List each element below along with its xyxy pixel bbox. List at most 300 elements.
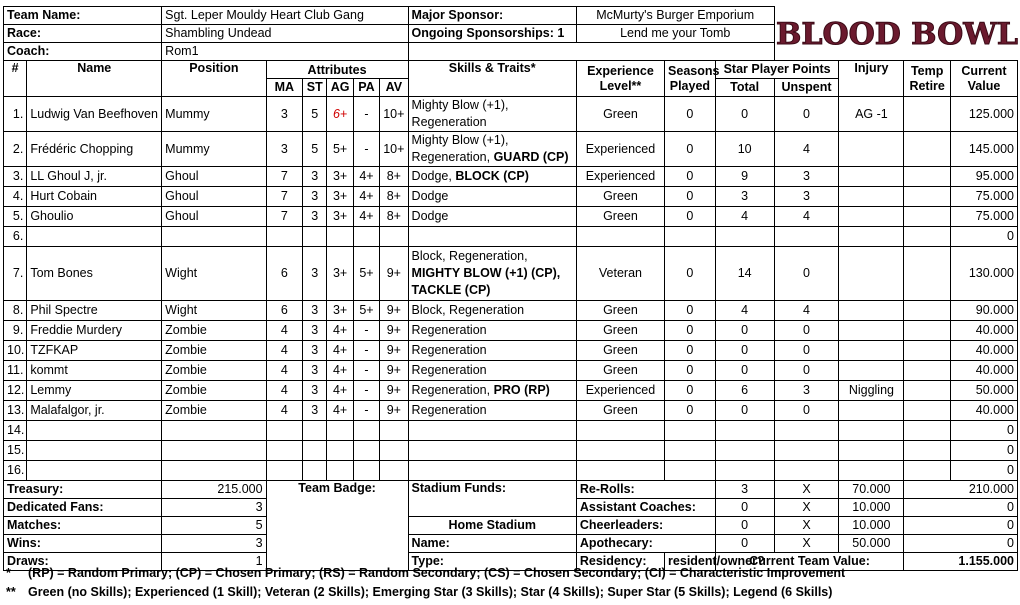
player-seasons[interactable]: 0	[665, 381, 716, 401]
player-seasons[interactable]: 0	[665, 301, 716, 321]
player-temp-retire[interactable]	[904, 187, 951, 207]
player-skills[interactable]: Block, Regeneration, MIGHTY BLOW (+1) (CP), TACKLE (CP)	[408, 247, 576, 301]
player-pa[interactable]: -	[353, 361, 379, 381]
player-temp-retire[interactable]	[904, 461, 951, 481]
player-skills[interactable]: Dodge	[408, 207, 576, 227]
player-ag[interactable]	[327, 441, 353, 461]
player-value[interactable]: 40.000	[950, 341, 1017, 361]
player-seasons[interactable]: 0	[665, 401, 716, 421]
stadium-name-label[interactable]: Name:	[408, 535, 576, 553]
player-av[interactable]: 10+	[380, 132, 408, 167]
player-value[interactable]: 145.000	[950, 132, 1017, 167]
player-value[interactable]: 40.000	[950, 401, 1017, 421]
player-ag[interactable]: 3+	[327, 167, 353, 187]
player-injury[interactable]	[839, 187, 904, 207]
player-name[interactable]: Tom Bones	[27, 247, 162, 301]
player-pa[interactable]	[353, 421, 379, 441]
ongoing-sponsorship[interactable]: Lend me your Tomb	[576, 25, 774, 43]
player-ma[interactable]: 4	[266, 361, 303, 381]
player-spp-unspent[interactable]: 0	[774, 361, 839, 381]
player-num[interactable]: 13.	[4, 401, 27, 421]
player-position[interactable]: Ghoul	[162, 187, 266, 207]
player-row[interactable]	[4, 441, 1018, 461]
player-temp-retire[interactable]	[904, 321, 951, 341]
draws[interactable]: 1	[162, 553, 266, 571]
player-st[interactable]: 3	[303, 301, 327, 321]
player-position[interactable]: Zombie	[162, 401, 266, 421]
team-badge[interactable]: Team Badge:	[266, 481, 408, 571]
player-experience[interactable]: Veteran	[576, 247, 664, 301]
player-num[interactable]: 5.	[4, 207, 27, 227]
player-experience[interactable]: Green	[576, 207, 664, 227]
player-seasons[interactable]: 0	[665, 97, 716, 132]
col-seasons: Seasons Played	[665, 61, 716, 97]
rerolls-qty[interactable]: 3	[715, 481, 774, 499]
major-sponsor[interactable]: McMurty's Burger Emporium	[576, 7, 774, 25]
player-rows	[4, 97, 1018, 481]
player-position[interactable]: Zombie	[162, 321, 266, 341]
player-ag[interactable]: 3+	[327, 187, 353, 207]
player-num[interactable]: 10.	[4, 341, 27, 361]
player-injury[interactable]	[839, 301, 904, 321]
player-av[interactable]: 10+	[380, 97, 408, 132]
player-num[interactable]: 1.	[4, 97, 27, 132]
player-name[interactable]: LL Ghoul J, jr.	[27, 167, 162, 187]
player-st[interactable]: 3	[303, 187, 327, 207]
player-injury[interactable]: Niggling	[839, 381, 904, 401]
player-spp-total[interactable]: 3	[715, 187, 774, 207]
player-skills[interactable]: Regeneration, PRO (RP)	[408, 381, 576, 401]
coaches-cost: 10.000	[839, 499, 904, 517]
player-seasons[interactable]	[665, 461, 716, 481]
player-num[interactable]: 14.	[4, 421, 27, 441]
player-value[interactable]: 0	[950, 461, 1017, 481]
player-experience[interactable]: Experienced	[576, 167, 664, 187]
player-st[interactable]: 3	[303, 401, 327, 421]
player-name[interactable]: Hurt Cobain	[27, 187, 162, 207]
player-num[interactable]: 2.	[4, 132, 27, 167]
player-seasons[interactable]	[665, 421, 716, 441]
player-pa[interactable]: 4+	[353, 187, 379, 207]
player-experience[interactable]: Green	[576, 361, 664, 381]
player-st[interactable]: 3	[303, 167, 327, 187]
player-num[interactable]: 9.	[4, 321, 27, 341]
player-seasons[interactable]: 0	[665, 341, 716, 361]
player-skills[interactable]	[408, 461, 576, 481]
player-position[interactable]: Ghoul	[162, 167, 266, 187]
player-row[interactable]	[4, 421, 1018, 441]
player-position[interactable]: Wight	[162, 301, 266, 321]
player-st[interactable]: 3	[303, 361, 327, 381]
player-pa[interactable]: -	[353, 132, 379, 167]
player-skills[interactable]: Block, Regeneration	[408, 301, 576, 321]
player-injury[interactable]	[839, 227, 904, 247]
player-spp-total[interactable]: 6	[715, 381, 774, 401]
player-value[interactable]: 75.000	[950, 207, 1017, 227]
player-seasons[interactable]: 0	[665, 247, 716, 301]
player-ag[interactable]: 5+	[327, 132, 353, 167]
player-injury[interactable]	[839, 461, 904, 481]
footnote-1: * (RP) = Random Primary; (CP) = Chosen Primary; (RS) = Random Secondary; (CS) = Chosen Secondary; (CI) = Characteristic Improvement	[6, 566, 846, 580]
player-av[interactable]: 9+	[380, 301, 408, 321]
player-experience[interactable]: Green	[576, 97, 664, 132]
player-row[interactable]	[4, 401, 1018, 421]
player-position[interactable]: Mummy	[162, 132, 266, 167]
player-skills[interactable]: Mighty Blow (+1), Regeneration, GUARD (CP)	[408, 132, 576, 167]
player-skills[interactable]	[408, 421, 576, 441]
player-injury[interactable]	[839, 341, 904, 361]
player-seasons[interactable]: 0	[665, 321, 716, 341]
player-av[interactable]: 9+	[380, 361, 408, 381]
col-temp-retire: Temp Retire	[904, 61, 951, 97]
player-st[interactable]	[303, 421, 327, 441]
player-spp-unspent[interactable]: 4	[774, 207, 839, 227]
player-spp-total[interactable]: 10	[715, 132, 774, 167]
player-ma[interactable]: 4	[266, 341, 303, 361]
player-av[interactable]: 8+	[380, 187, 408, 207]
player-pa[interactable]: -	[353, 401, 379, 421]
player-injury[interactable]	[839, 401, 904, 421]
player-ag[interactable]	[327, 421, 353, 441]
player-row[interactable]	[4, 247, 1018, 301]
player-spp-total[interactable]: 4	[715, 207, 774, 227]
player-ma[interactable]: 6	[266, 301, 303, 321]
player-spp-total[interactable]: 0	[715, 401, 774, 421]
player-spp-total[interactable]: 4	[715, 301, 774, 321]
player-ma[interactable]	[266, 461, 303, 481]
player-name[interactable]: Lemmy	[27, 381, 162, 401]
player-ma[interactable]: 6	[266, 247, 303, 301]
player-ma[interactable]: 3	[266, 132, 303, 167]
player-pa[interactable]: 4+	[353, 207, 379, 227]
player-pa[interactable]: 5+	[353, 301, 379, 321]
player-ag[interactable]: 3+	[327, 247, 353, 301]
player-pa[interactable]: 4+	[353, 167, 379, 187]
player-spp-total[interactable]	[715, 461, 774, 481]
player-ag[interactable]: 4+	[327, 381, 353, 401]
player-spp-unspent[interactable]	[774, 227, 839, 247]
player-injury[interactable]	[839, 167, 904, 187]
player-row[interactable]	[4, 97, 1018, 132]
player-pa[interactable]	[353, 461, 379, 481]
player-name[interactable]	[27, 461, 162, 481]
player-seasons[interactable]: 0	[665, 187, 716, 207]
coaches-total: 0	[904, 499, 1018, 517]
player-experience[interactable]	[576, 461, 664, 481]
player-spp-total[interactable]	[715, 421, 774, 441]
player-seasons[interactable]: 0	[665, 132, 716, 167]
player-value[interactable]: 75.000	[950, 187, 1017, 207]
player-skills[interactable]	[408, 227, 576, 247]
player-seasons[interactable]: 0	[665, 207, 716, 227]
player-row[interactable]	[4, 381, 1018, 401]
player-st[interactable]: 3	[303, 321, 327, 341]
player-ma[interactable]: 4	[266, 381, 303, 401]
player-value[interactable]: 90.000	[950, 301, 1017, 321]
player-spp-total[interactable]	[715, 441, 774, 461]
player-av[interactable]	[380, 421, 408, 441]
player-temp-retire[interactable]	[904, 441, 951, 461]
player-spp-unspent[interactable]: 0	[774, 97, 839, 132]
player-experience[interactable]: Green	[576, 301, 664, 321]
player-injury[interactable]	[839, 132, 904, 167]
player-position[interactable]	[162, 227, 266, 247]
player-pa[interactable]: -	[353, 381, 379, 401]
player-st[interactable]	[303, 227, 327, 247]
player-ma[interactable]	[266, 421, 303, 441]
player-position[interactable]	[162, 441, 266, 461]
player-experience[interactable]: Green	[576, 321, 664, 341]
player-num[interactable]: 3.	[4, 167, 27, 187]
player-name[interactable]	[27, 227, 162, 247]
player-spp-total[interactable]: 0	[715, 341, 774, 361]
player-name[interactable]: Malafalgor, jr.	[27, 401, 162, 421]
player-ma[interactable]	[266, 441, 303, 461]
player-spp-unspent[interactable]: 0	[774, 341, 839, 361]
player-spp-unspent[interactable]: 3	[774, 187, 839, 207]
coach[interactable]: Rom1	[162, 43, 408, 61]
player-spp-unspent[interactable]: 3	[774, 167, 839, 187]
player-num[interactable]: 6.	[4, 227, 27, 247]
player-experience[interactable]	[576, 441, 664, 461]
player-spp-unspent[interactable]: 4	[774, 301, 839, 321]
player-value[interactable]: 40.000	[950, 361, 1017, 381]
player-temp-retire[interactable]	[904, 247, 951, 301]
fans[interactable]: 3	[162, 499, 266, 517]
player-experience[interactable]	[576, 227, 664, 247]
player-experience[interactable]	[576, 421, 664, 441]
player-st[interactable]: 3	[303, 207, 327, 227]
player-ma[interactable]: 3	[266, 97, 303, 132]
player-row[interactable]	[4, 187, 1018, 207]
player-ag[interactable]: 3+	[327, 301, 353, 321]
player-position[interactable]: Ghoul	[162, 207, 266, 227]
player-skills[interactable]: Dodge, BLOCK (CP)	[408, 167, 576, 187]
player-av[interactable]: 9+	[380, 381, 408, 401]
stadium-type-label[interactable]: Type:	[408, 553, 576, 571]
player-value[interactable]: 40.000	[950, 321, 1017, 341]
player-num[interactable]: 8.	[4, 301, 27, 321]
player-pa[interactable]	[353, 227, 379, 247]
player-pa[interactable]: -	[353, 97, 379, 132]
player-experience[interactable]: Green	[576, 401, 664, 421]
player-value[interactable]: 95.000	[950, 167, 1017, 187]
player-injury[interactable]: AG -1	[839, 97, 904, 132]
player-st[interactable]	[303, 461, 327, 481]
player-position[interactable]: Zombie	[162, 341, 266, 361]
player-av[interactable]: 8+	[380, 207, 408, 227]
player-row[interactable]	[4, 321, 1018, 341]
player-row[interactable]	[4, 341, 1018, 361]
player-skills[interactable]: Regeneration	[408, 341, 576, 361]
player-temp-retire[interactable]	[904, 421, 951, 441]
player-st[interactable]: 5	[303, 97, 327, 132]
player-pa[interactable]: -	[353, 341, 379, 361]
player-spp-unspent[interactable]: 0	[774, 247, 839, 301]
player-seasons[interactable]	[665, 227, 716, 247]
player-name[interactable]	[27, 421, 162, 441]
player-spp-total[interactable]: 9	[715, 167, 774, 187]
player-skills[interactable]: Dodge	[408, 187, 576, 207]
player-spp-unspent[interactable]	[774, 441, 839, 461]
player-experience[interactable]: Green	[576, 187, 664, 207]
player-st[interactable]: 3	[303, 381, 327, 401]
player-position[interactable]	[162, 421, 266, 441]
player-temp-retire[interactable]	[904, 97, 951, 132]
cheerleaders-total: 0	[904, 517, 1018, 535]
player-experience[interactable]: Green	[576, 341, 664, 361]
race[interactable]: Shambling Undead	[162, 25, 408, 43]
player-st[interactable]: 3	[303, 341, 327, 361]
player-spp-unspent[interactable]: 0	[774, 401, 839, 421]
treasury[interactable]: 215.000	[162, 481, 266, 499]
player-temp-retire[interactable]	[904, 381, 951, 401]
player-spp-unspent[interactable]: 0	[774, 321, 839, 341]
matches[interactable]: 5	[162, 517, 266, 535]
player-ma[interactable]	[266, 227, 303, 247]
player-temp-retire[interactable]	[904, 341, 951, 361]
player-ag[interactable]: 4+	[327, 361, 353, 381]
player-num[interactable]: 7.	[4, 247, 27, 301]
cheerleaders-qty[interactable]: 0	[715, 517, 774, 535]
player-row[interactable]	[4, 361, 1018, 381]
player-skills[interactable]: Regeneration	[408, 361, 576, 381]
player-seasons[interactable]: 0	[665, 361, 716, 381]
player-spp-total[interactable]: 14	[715, 247, 774, 301]
wins[interactable]: 3	[162, 535, 266, 553]
player-name[interactable]: Ludwig Van Beefhoven	[27, 97, 162, 132]
player-skills[interactable]: Mighty Blow (+1), Regeneration	[408, 97, 576, 132]
player-row[interactable]	[4, 461, 1018, 481]
player-num[interactable]: 15.	[4, 441, 27, 461]
player-temp-retire[interactable]	[904, 227, 951, 247]
player-skills[interactable]: Regeneration	[408, 321, 576, 341]
player-position[interactable]: Zombie	[162, 381, 266, 401]
residency-value[interactable]: resident/owner?	[665, 553, 716, 571]
player-spp-unspent[interactable]: 4	[774, 132, 839, 167]
player-ag[interactable]: 4+	[327, 341, 353, 361]
player-injury[interactable]	[839, 321, 904, 341]
player-value[interactable]: 0	[950, 227, 1017, 247]
player-skills[interactable]	[408, 441, 576, 461]
player-injury[interactable]	[839, 247, 904, 301]
player-position[interactable]	[162, 461, 266, 481]
player-ag[interactable]: 4+	[327, 401, 353, 421]
apothecary-cost: 50.000	[839, 535, 904, 553]
player-spp-total[interactable]: 0	[715, 361, 774, 381]
apothecary-qty[interactable]: 0	[715, 535, 774, 553]
player-ma[interactable]: 7	[266, 207, 303, 227]
player-st[interactable]: 5	[303, 132, 327, 167]
player-injury[interactable]	[839, 207, 904, 227]
player-av[interactable]	[380, 441, 408, 461]
player-name[interactable]: kommt	[27, 361, 162, 381]
player-temp-retire[interactable]	[904, 401, 951, 421]
player-experience[interactable]: Experienced	[576, 132, 664, 167]
player-seasons[interactable]	[665, 441, 716, 461]
player-row[interactable]	[4, 132, 1018, 167]
player-row[interactable]	[4, 167, 1018, 187]
player-value[interactable]: 0	[950, 441, 1017, 461]
player-pa[interactable]: 5+	[353, 247, 379, 301]
player-av[interactable]	[380, 227, 408, 247]
coaches-qty[interactable]: 0	[715, 499, 774, 517]
player-experience[interactable]: Experienced	[576, 381, 664, 401]
player-av[interactable]: 9+	[380, 321, 408, 341]
player-num[interactable]: 16.	[4, 461, 27, 481]
player-av[interactable]: 9+	[380, 401, 408, 421]
player-injury[interactable]	[839, 441, 904, 461]
player-row[interactable]	[4, 301, 1018, 321]
player-name[interactable]: Frédéric Chopping	[27, 132, 162, 167]
player-row[interactable]	[4, 207, 1018, 227]
player-position[interactable]: Wight	[162, 247, 266, 301]
player-temp-retire[interactable]	[904, 207, 951, 227]
player-ma[interactable]: 4	[266, 321, 303, 341]
player-spp-total[interactable]	[715, 227, 774, 247]
player-name[interactable]: TZFKAP	[27, 341, 162, 361]
player-ma[interactable]: 7	[266, 167, 303, 187]
roster-sheet	[3, 6, 1018, 571]
player-spp-unspent[interactable]	[774, 461, 839, 481]
team-name[interactable]: Sgt. Leper Mouldy Heart Club Gang	[162, 7, 408, 25]
player-ag[interactable]	[327, 461, 353, 481]
player-name[interactable]: Freddie Murdery	[27, 321, 162, 341]
player-num[interactable]: 4.	[4, 187, 27, 207]
player-temp-retire[interactable]	[904, 167, 951, 187]
player-av[interactable]: 9+	[380, 247, 408, 301]
player-st[interactable]: 3	[303, 247, 327, 301]
player-spp-total[interactable]: 0	[715, 321, 774, 341]
player-row[interactable]	[4, 227, 1018, 247]
player-ag[interactable]: 4+	[327, 321, 353, 341]
player-position[interactable]: Mummy	[162, 97, 266, 132]
player-temp-retire[interactable]	[904, 132, 951, 167]
player-value[interactable]: 125.000	[950, 97, 1017, 132]
player-skills[interactable]: Regeneration	[408, 401, 576, 421]
player-value[interactable]: 50.000	[950, 381, 1017, 401]
player-spp-total[interactable]: 0	[715, 97, 774, 132]
player-av[interactable]	[380, 461, 408, 481]
player-num[interactable]: 12.	[4, 381, 27, 401]
player-name[interactable]: Phil Spectre	[27, 301, 162, 321]
player-name[interactable]	[27, 441, 162, 461]
player-st[interactable]	[303, 441, 327, 461]
player-num[interactable]: 11.	[4, 361, 27, 381]
player-ma[interactable]: 4	[266, 401, 303, 421]
draws-label: Draws:	[4, 553, 162, 571]
player-temp-retire[interactable]	[904, 361, 951, 381]
player-position[interactable]: Zombie	[162, 361, 266, 381]
player-ma[interactable]: 7	[266, 187, 303, 207]
player-name[interactable]: Ghoulio	[27, 207, 162, 227]
player-value[interactable]: 0	[950, 421, 1017, 441]
player-ag[interactable]: 3+	[327, 207, 353, 227]
player-ag[interactable]: 6+	[327, 97, 353, 132]
player-spp-unspent[interactable]: 3	[774, 381, 839, 401]
player-av[interactable]: 9+	[380, 341, 408, 361]
player-temp-retire[interactable]	[904, 301, 951, 321]
player-pa[interactable]: -	[353, 321, 379, 341]
player-seasons[interactable]: 0	[665, 167, 716, 187]
player-injury[interactable]	[839, 421, 904, 441]
player-pa[interactable]	[353, 441, 379, 461]
player-injury[interactable]	[839, 361, 904, 381]
player-ag[interactable]	[327, 227, 353, 247]
player-spp-unspent[interactable]	[774, 421, 839, 441]
player-av[interactable]: 8+	[380, 167, 408, 187]
player-value[interactable]: 130.000	[950, 247, 1017, 301]
